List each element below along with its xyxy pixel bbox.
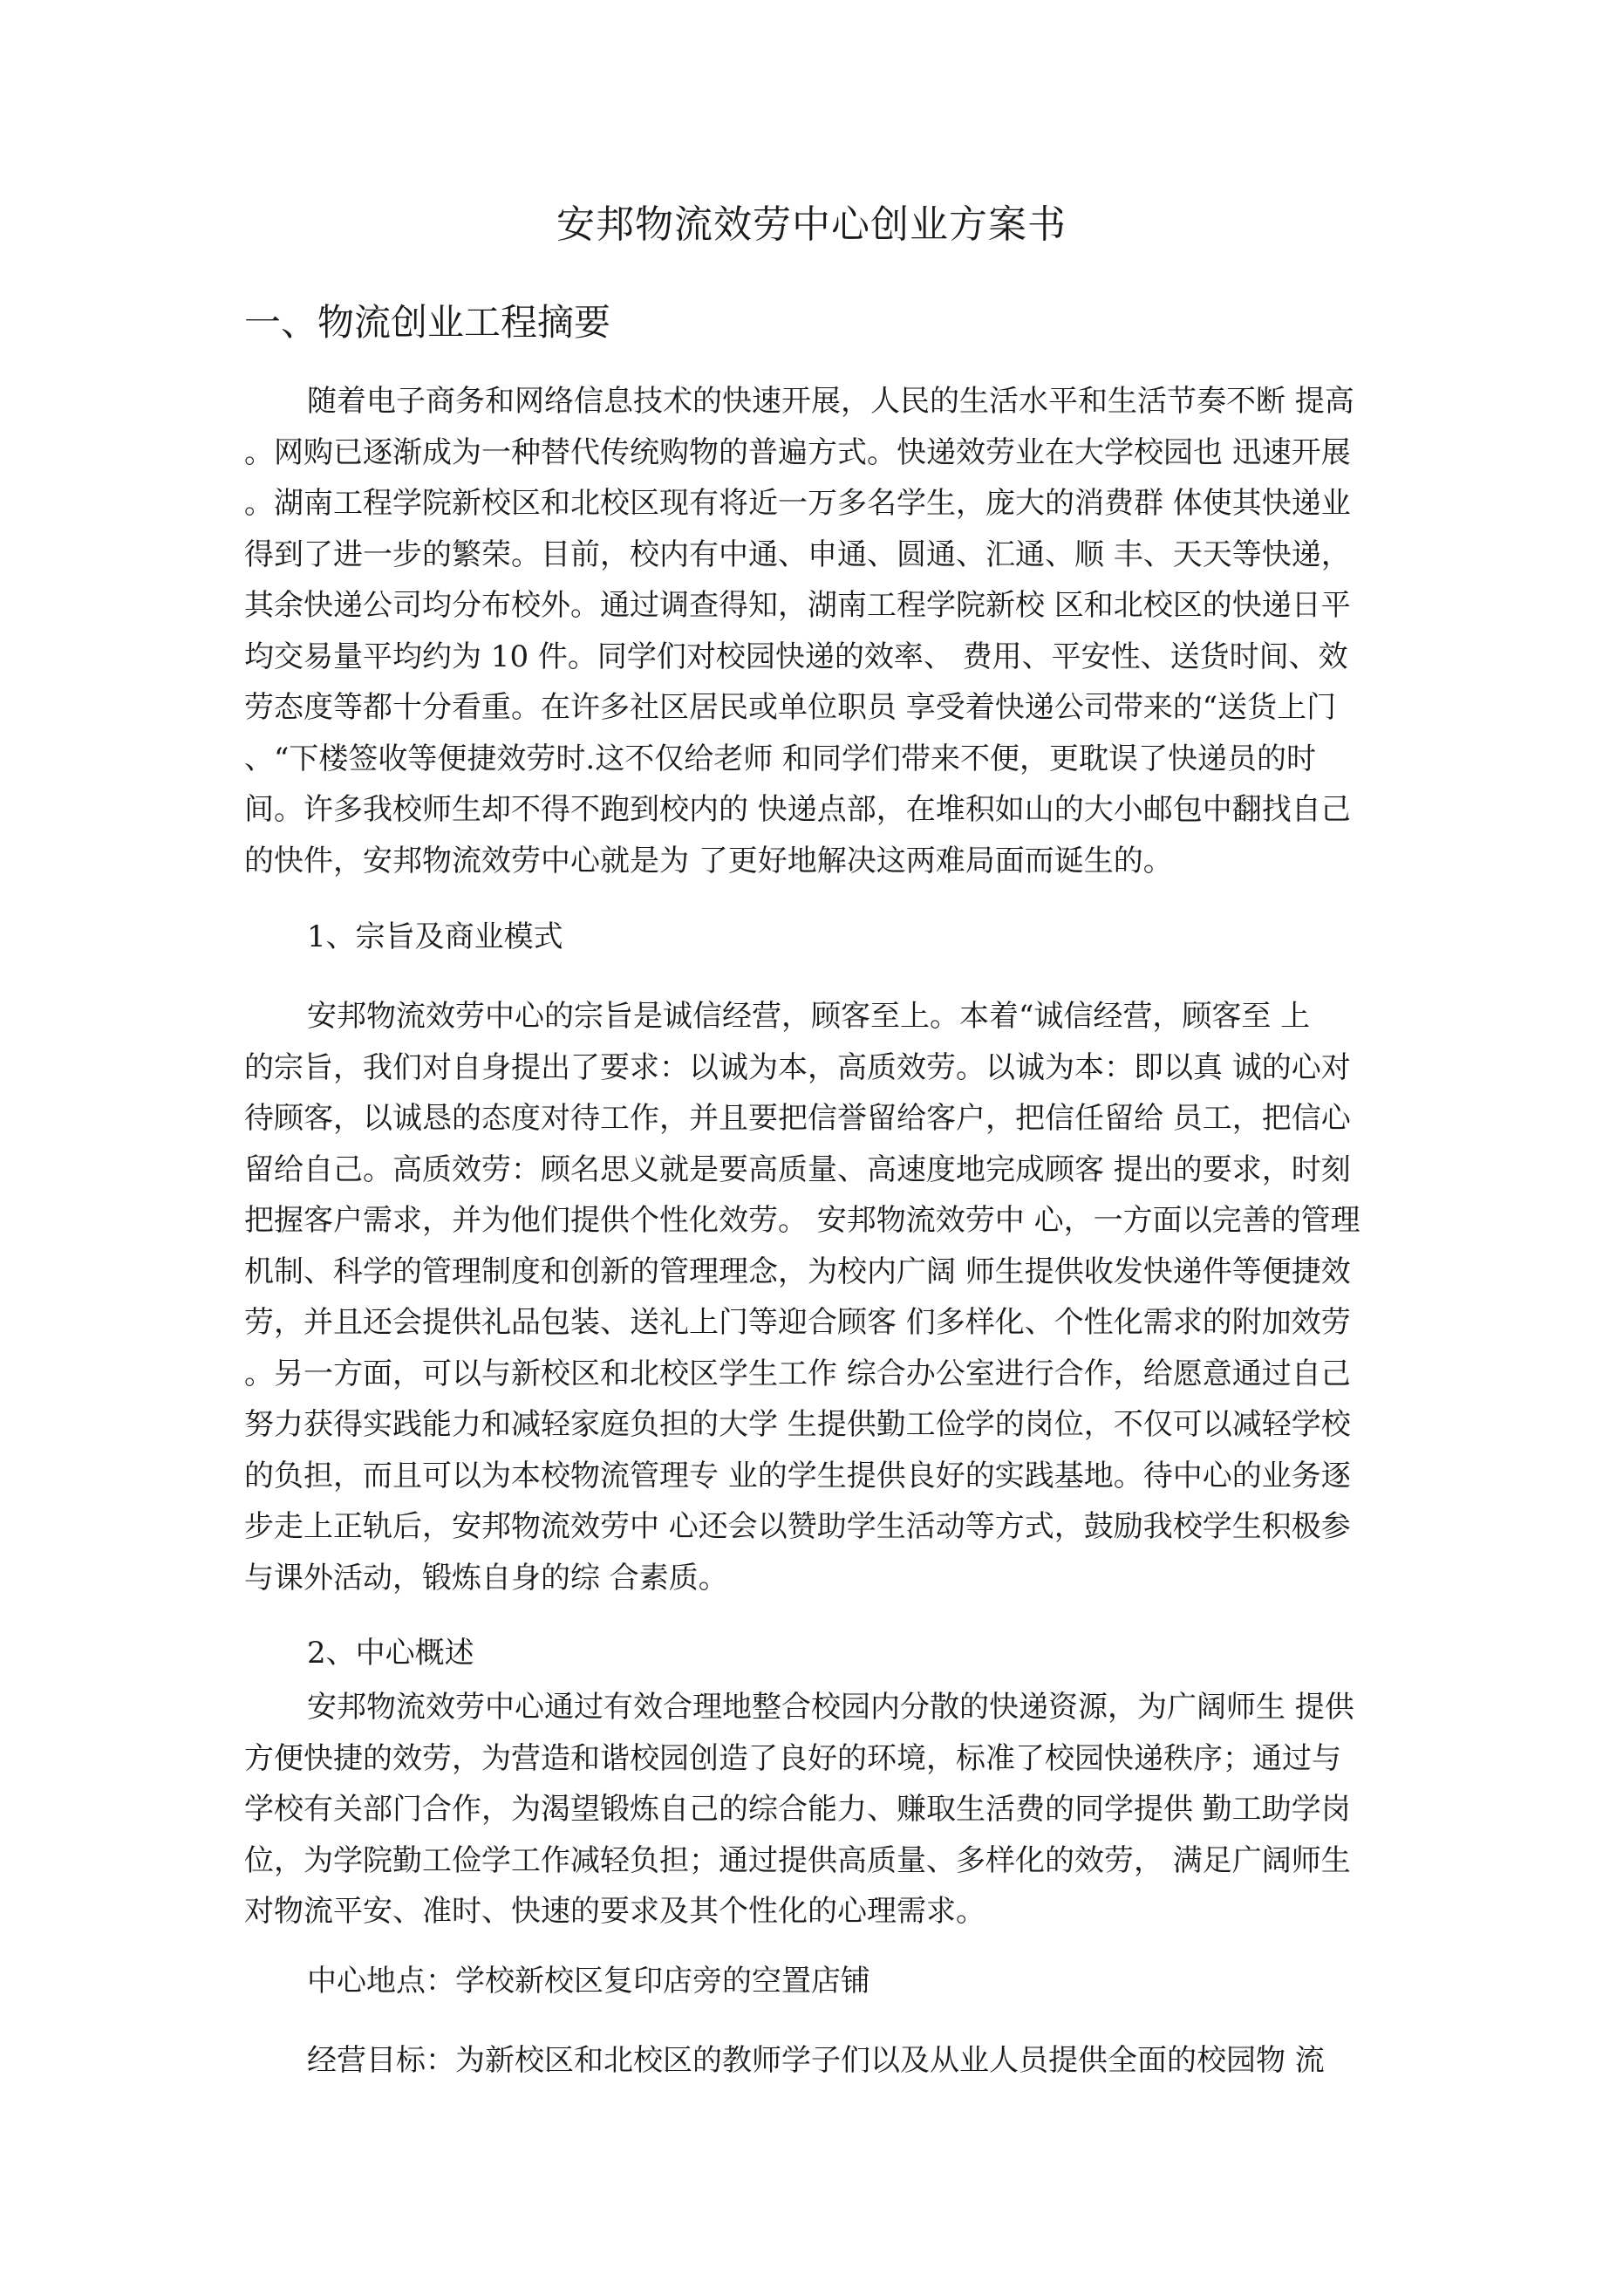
paragraph-line: 对物流平安、准时、快速的要求及其个性化的心理需求。 xyxy=(244,1894,985,1929)
paragraph-line: 学校有关部门合作，为渴望锻炼自己的综合能力、赚取生活费的同学提供 勤工助学岗 xyxy=(244,1792,1351,1827)
paragraph-line: 待顾客，以诚恳的态度对待工作，并且要把信誉留给客户，把信任留给 员工，把信心 xyxy=(244,1101,1351,1136)
paragraph-line: 。湖南工程学院新校区和北校区现有将近一万多名学生，庞大的消费群 体使其快递业 xyxy=(244,486,1351,521)
paragraph-line: 位，为学院勤工俭学工作减轻负担；通过提供高质量、多样化的效劳， 满足广阔师生 xyxy=(244,1842,1351,1878)
paragraph-line: 。另一方面，可以与新校区和北校区学生工作 综合办公室进行合作，给愿意通过自己 xyxy=(244,1356,1351,1391)
business-goal-line: 经营目标：为新校区和北校区的教师学子们以及从业人员提供全面的校园物 流 xyxy=(307,2043,1325,2078)
paragraph-line: 其余快递公司均分布校外。通过调查得知，湖南工程学院新校 区和北校区的快递日平 xyxy=(244,588,1351,623)
paragraph-line: 与课外活动，锻炼自身的综 合素质。 xyxy=(244,1560,728,1596)
paragraph-line: 、“下楼签收等便捷效劳时.这不仅给老师 和同学们带来不便，更耽误了快递员的时 xyxy=(244,741,1316,776)
paragraph-line: 劳态度等都十分看重。在许多社区居民或单位职员 享受着快递公司带来的“送货上门 xyxy=(244,690,1337,725)
paragraph-line: 步走上正轨后，安邦物流效劳中 心还会以赞助学生活动等方式，鼓励我校学生积极参 xyxy=(244,1509,1351,1544)
paragraph-line: 劳，并且还会提供礼品包装、送礼上门等迎合顾客 们多样化、个性化需求的附加效劳 xyxy=(244,1305,1351,1340)
subsection-heading-mission: 1、宗旨及商业模式 xyxy=(307,919,563,954)
paragraph-line: 机制、科学的管理制度和创新的管理理念，为校内广阔 师生提供收发快递件等便捷效 xyxy=(244,1254,1351,1289)
paragraph-line: 的快件，安邦物流效劳中心就是为 了更好地解决这两难局面而诞生的。 xyxy=(244,843,1173,878)
section-heading: 一、物流创业工程摘要 xyxy=(244,301,611,344)
paragraph-line: 均交易量平均约为 10 件。同学们对校园快递的效率、 费用、平安性、送货时间、效 xyxy=(244,639,1348,674)
paragraph-line: 努力获得实践能力和减轻家庭负担的大学 生提供勤工俭学的岗位，不仅可以减轻学校 xyxy=(244,1407,1351,1442)
paragraph-line: 的宗旨，我们对自身提出了要求：以诚为本，高质效劳。以诚为本：即以真 诚的心对 xyxy=(244,1049,1351,1085)
paragraph-line: 的负担，而且可以为本校物流管理专 业的学生提供良好的实践基地。待中心的业务逐 xyxy=(244,1458,1351,1493)
paragraph-line: 安邦物流效劳中心通过有效合理地整合校园内分散的快递资源，为广阔师生 提供 xyxy=(307,1690,1354,1725)
document-title: 安邦物流效劳中心创业方案书 xyxy=(556,202,1067,247)
overview-paragraph xyxy=(244,1682,1397,1937)
paragraph-line: 把握客户需求，并为他们提供个性化效劳。 安邦物流效劳中 心，一方面以完善的管理 xyxy=(244,1203,1360,1238)
subsection-heading-overview: 2、中心概述 xyxy=(307,1636,474,1671)
paragraph-line: 。网购已逐渐成为一种替代传统购物的普遍方式。快递效劳业在大学校园也 迅速开展 xyxy=(244,434,1351,470)
paragraph-line: 随着电子商务和网络信息技术的快速开展，人民的生活水平和生活节奏不断 提高 xyxy=(307,384,1354,419)
mission-paragraph xyxy=(244,991,1397,1603)
center-location-line: 中心地点：学校新校区复印店旁的空置店铺 xyxy=(307,1964,870,1999)
paragraph-line: 得到了进一步的繁荣。目前，校内有中通、申通、圆通、汇通、顺 丰、天天等快递， xyxy=(244,536,1351,572)
intro-paragraph xyxy=(244,376,1397,886)
paragraph-line: 安邦物流效劳中心的宗旨是诚信经营，顾客至上。本着“诚信经营，顾客至 上 xyxy=(307,999,1311,1034)
paragraph-line: 留给自己。高质效劳：顾名思义就是要高质量、高速度地完成顾客 提出的要求，时刻 xyxy=(244,1151,1351,1187)
paragraph-line: 间。许多我校师生却不得不跑到校内的 快递点部，在堆积如山的大小邮包中翻找自己 xyxy=(244,792,1351,827)
paragraph-line: 方便快捷的效劳，为营造和谐校园创造了良好的环境，标准了校园快递秩序；通过与 xyxy=(244,1740,1341,1776)
